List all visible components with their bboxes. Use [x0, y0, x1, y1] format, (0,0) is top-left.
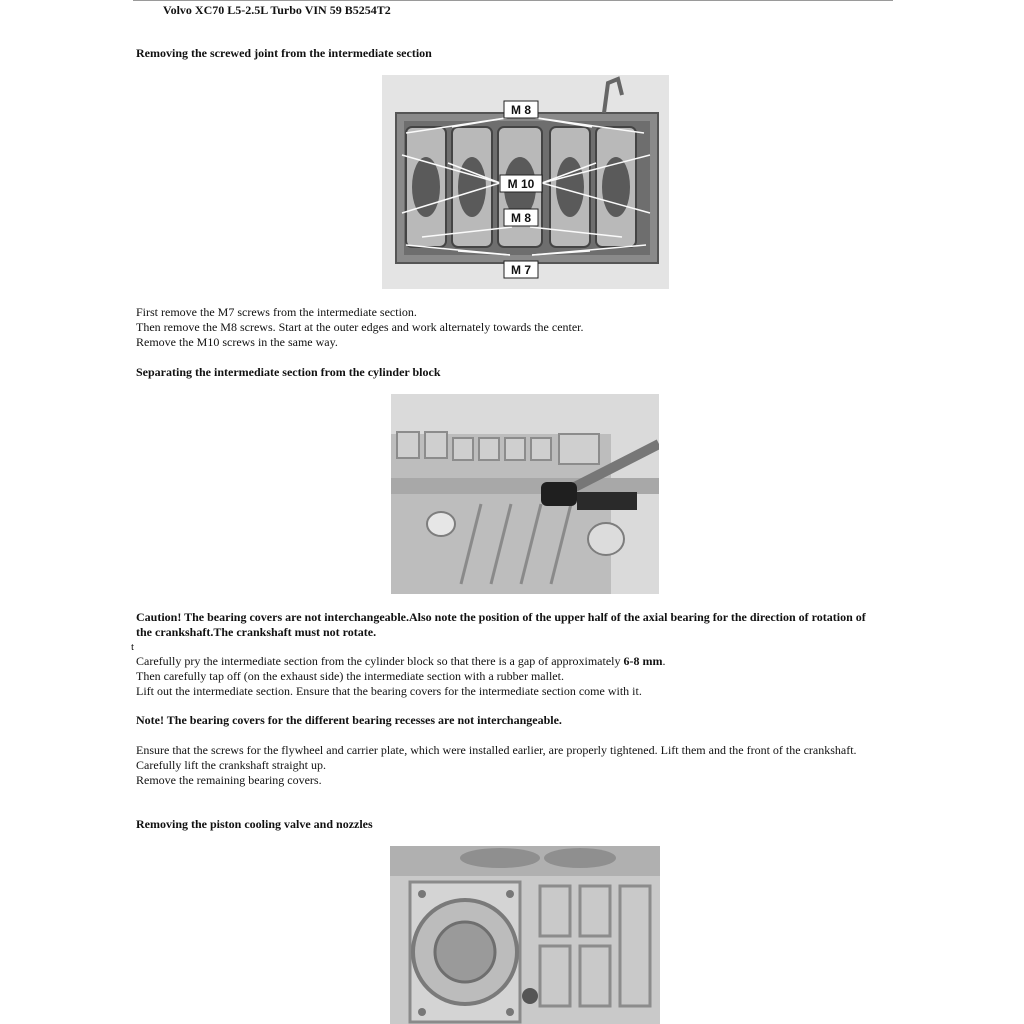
figure-label-m10: M 10: [507, 177, 535, 191]
instruction-line: Carefully lift the crankshaft straight up.: [136, 758, 326, 772]
instruction-line: Then carefully tap off (on the exhaust side) the intermediate section with a rubber mallet.: [136, 669, 564, 683]
instruction-text: Carefully pry the intermediate section from the cylinder block so that there is a gap of approximately: [136, 654, 624, 668]
instruction-line: First remove the M7 screws from the intermediate section.: [136, 305, 417, 319]
section-heading-separating: Separating the intermediate section from the cylinder block: [136, 365, 441, 379]
section2-instructions-2: [136, 743, 881, 788]
section-heading-piston-cooling: Removing the piston cooling valve and nozzles: [136, 817, 373, 831]
document-title: Volvo XC70 L5-2.5L Turbo VIN 59 B5254T2: [163, 3, 391, 17]
caution-text: Caution! The bearing covers are not interchangeable.Also note the position of the upper half of the axial bearing for the direction of rotation of the crankshaft.The crankshaft must not rotate.: [136, 610, 866, 639]
figure-label-m7: M 7: [510, 263, 532, 277]
gap-value: 6-8 mm: [623, 654, 663, 668]
instruction-text: .: [662, 654, 666, 668]
instruction-line: Remove the M10 screws in the same way.: [136, 335, 338, 349]
section-heading-screwed-joint: Removing the screwed joint from the intermediate section: [136, 46, 432, 60]
figure-piston-cooling-block: [390, 846, 660, 1024]
figure-separating-block: [391, 394, 659, 594]
header-rule: [133, 0, 893, 1]
instruction-line: Then remove the M8 screws. Start at the outer edges and work alternately towards the center.: [136, 320, 584, 334]
instruction-line: Lift out the intermediate section. Ensure that the bearing covers for the intermediate section come with it.: [136, 684, 642, 698]
figure-label-m8-bottom: M 8: [510, 211, 532, 225]
figure-label-m8-top: M 8: [510, 103, 532, 117]
figure-intermediate-section-screws: [382, 75, 669, 289]
note-text: Note! The bearing covers for the different bearing recesses are not interchangeable.: [136, 713, 562, 727]
instruction-line: Ensure that the screws for the flywheel and carrier plate, which were installed earlier, are properly tightened. Lift them and the front of the crankshaft.: [136, 743, 857, 757]
section1-instructions: [136, 305, 881, 350]
instruction-line: Remove the remaining bearing covers.: [136, 773, 322, 787]
section2-instructions: [136, 654, 881, 699]
stray-mark: t: [131, 641, 135, 653]
instruction-line: [136, 654, 881, 669]
